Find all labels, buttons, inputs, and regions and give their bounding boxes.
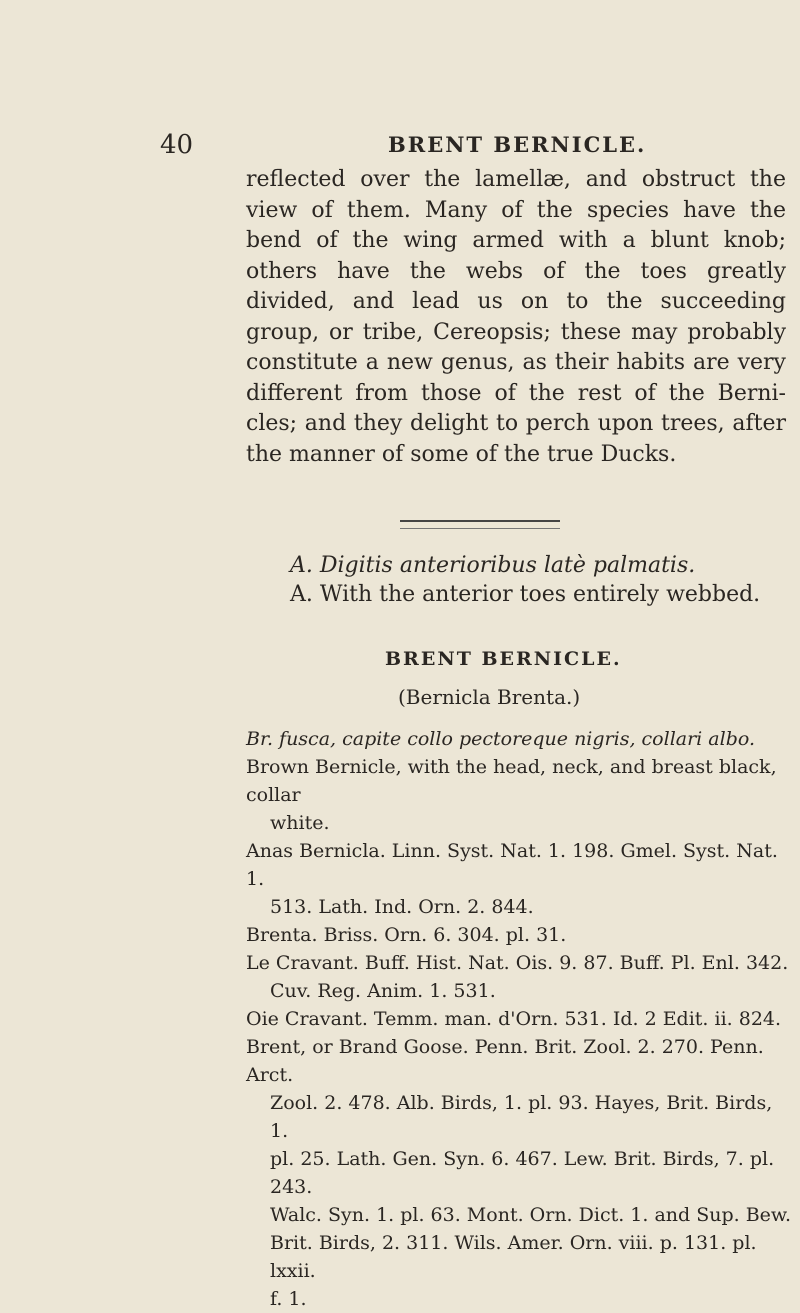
- diagnosis-english-cont: white.: [270, 812, 330, 834]
- section-heading-english: A. With the anterior toes entirely webbed.: [290, 582, 761, 607]
- synonym-entry-cont: 513. Lath. Ind. Orn. 2. 844.: [270, 896, 534, 918]
- section-heading-latin: A. Digitis anterioribus latè palmatis.: [290, 553, 696, 578]
- synonym-entry: Anas Bernicla. Linn. Syst. Nat. 1. 198. Gmel. Syst. Nat. 1.: [246, 840, 778, 890]
- species-description: [246, 725, 791, 1313]
- synonym-entry-cont: Brit. Birds, 2. 311. Wils. Amer. Orn. viii. p. 131. pl. lxxii.: [270, 1232, 757, 1282]
- synonym-entry: Oie Cravant. Temm. man. d'Orn. 531. Id. 2 Edit. ii. 824.: [246, 1008, 782, 1030]
- running-head: BRENT BERNICLE.: [388, 132, 647, 157]
- intro-paragraph: reflected over the lamellæ, and obstruct the view of them. Many of the species have the bend of the wing armed with a blunt knob; others have the webs of the toes greatly divided, and lead us on to the succeeding group, or tribe, Cereopsis; these may probably constitute a new genus, as their habits are very different from those of the rest of the Berni-cles; and they delight to perch upon trees, after the manner of some of the true Ducks.: [246, 167, 786, 467]
- synonym-entry: Le Cravant. Buff. Hist. Nat. Ois. 9. 87. Buff. Pl. Enl. 342.: [246, 952, 789, 974]
- section-divider: [400, 520, 560, 529]
- page-number: 40: [160, 130, 194, 160]
- diagnosis-latin: Br. fusca, capite collo pectoreque nigris, collari albo.: [246, 728, 756, 750]
- synonym-entry-cont: Walc. Syn. 1. pl. 63. Mont. Orn. Dict. 1. and Sup. Bew.: [270, 1204, 791, 1226]
- synonym-entry-cont: pl. 25. Lath. Gen. Syn. 6. 467. Lew. Brit. Birds, 7. pl. 243.: [270, 1148, 775, 1198]
- diagnosis-english: Brown Bernicle, with the head, neck, and breast black, collar: [246, 756, 777, 806]
- synonym-entry-cont: Cuv. Reg. Anim. 1. 531.: [270, 980, 496, 1002]
- species-latin-name: (Bernicla Brenta.): [398, 685, 581, 709]
- synonym-entry-cont: f. 1.: [270, 1288, 307, 1310]
- synonym-entry: Brenta. Briss. Orn. 6. 304. pl. 31.: [246, 924, 567, 946]
- species-title: BRENT BERNICLE.: [385, 648, 622, 670]
- synonym-entry: Brent, or Brand Goose. Penn. Brit. Zool. 2. 270. Penn. Arct.: [246, 1036, 764, 1086]
- synonym-entry-cont: Zool. 2. 478. Alb. Birds, 1. pl. 93. Hayes, Brit. Birds, 1.: [270, 1092, 773, 1142]
